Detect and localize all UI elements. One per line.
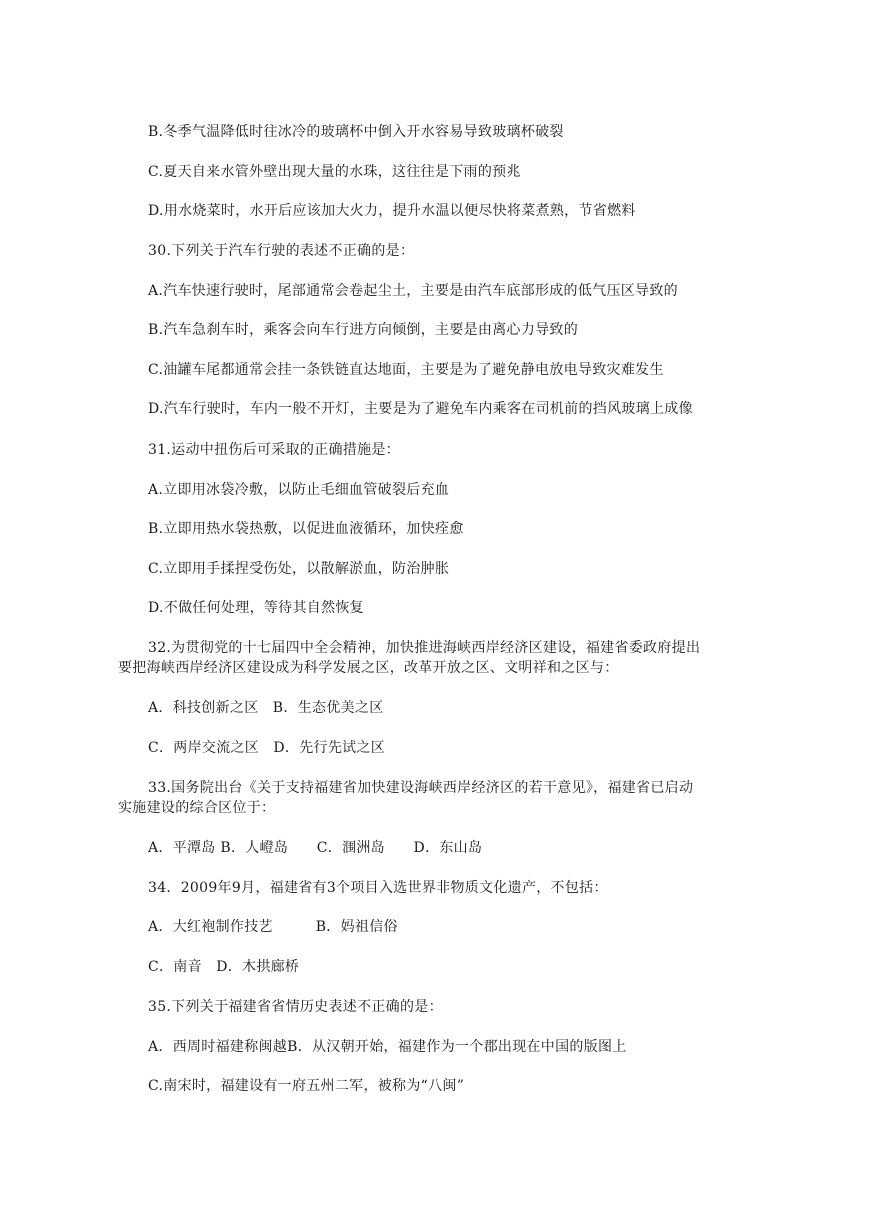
q32-stem-line2: 要把海峡西岸经济区建设成为科学发展之区，改革开放之区、文明祥和之区与： <box>118 660 619 676</box>
q31-stem: 31.运动中扭伤后可采取的正确措施是： <box>148 442 400 458</box>
q30-option-d: D.汽车行驶时，车内一般不开灯，主要是为了避免车内乘客在司机前的挡风玻璃上成像 <box>148 401 693 417</box>
q34-options-cd: C．南音 D．木拱廊桥 <box>148 959 300 975</box>
q29-option-b: B.冬季气温降低时往冰冷的玻璃杯中倒入开水容易导致玻璃杯破裂 <box>148 124 564 140</box>
q30-option-c: C.油罐车尾都通常会挂一条铁链直达地面，主要是为了避免静电放电导致灾难发生 <box>148 362 664 378</box>
q32-stem-line1: 32.为贯彻党的十七届四中全会精神，加快推进海峡西岸经济区建设，福建省委政府提出 <box>148 640 701 656</box>
q30-option-b: B.汽车急刹车时，乘客会向车行进方向倾倒，主要是由离心力导致的 <box>148 322 579 338</box>
q31-option-a: A.立即用冰袋冷敷，以防止毛细血管破裂后充血 <box>148 482 450 498</box>
q34-options-ab: A．大红袍制作技艺 B．妈祖信俗 <box>148 919 398 935</box>
q29-option-c: C.夏天自来水管外壁出现大量的水珠，这往往是下雨的预兆 <box>148 164 521 180</box>
q31-option-c: C.立即用手揉捏受伤处，以散解淤血，防治肿胀 <box>148 561 450 577</box>
q29-option-d: D.用水烧菜时，水开后应该加大火力，提升水温以便尽快将菜煮熟，节省燃料 <box>148 203 636 219</box>
q34-stem: 34．2009年9月，福建省有3个项目入选世界非物质文化遗产，不包括： <box>148 880 608 896</box>
q33-stem-line2: 实施建设的综合区位于： <box>118 800 276 816</box>
q33-options: A．平潭岛 B．人嶝岛 C．涠洲岛 D．东山岛 <box>148 840 483 856</box>
q35-options-ab: A．西周时福建称闽越B．从汉朝开始，福建作为一个郡出现在中国的版图上 <box>148 1039 627 1055</box>
q31-option-b: B.立即用热水袋热敷，以促进血液循环，加快痊愈 <box>148 521 464 537</box>
q32-options-ab: A．科技创新之区 B．生态优美之区 <box>148 700 384 716</box>
q30-stem: 30.下列关于汽车行驶的表述不正确的是： <box>148 243 415 259</box>
q31-option-d: D.不做任何处理，等待其自然恢复 <box>148 600 364 616</box>
q35-stem: 35.下列关于福建省省情历史表述不正确的是： <box>148 999 443 1015</box>
q35-option-c: C.南宋时，福建设有一府五州二军，被称为“八闽” <box>148 1078 465 1094</box>
q33-stem-line1: 33.国务院出台《关于支持福建省加快建设海峡西岸经济区的若干意见》，福建省已启动 <box>148 780 694 796</box>
q32-options-cd: C．两岸交流之区 D．先行先试之区 <box>148 740 386 756</box>
q30-option-a: A.汽车快速行驶时，尾部通常会卷起尘土，主要是由汽车底部形成的低气压区导致的 <box>148 283 678 299</box>
